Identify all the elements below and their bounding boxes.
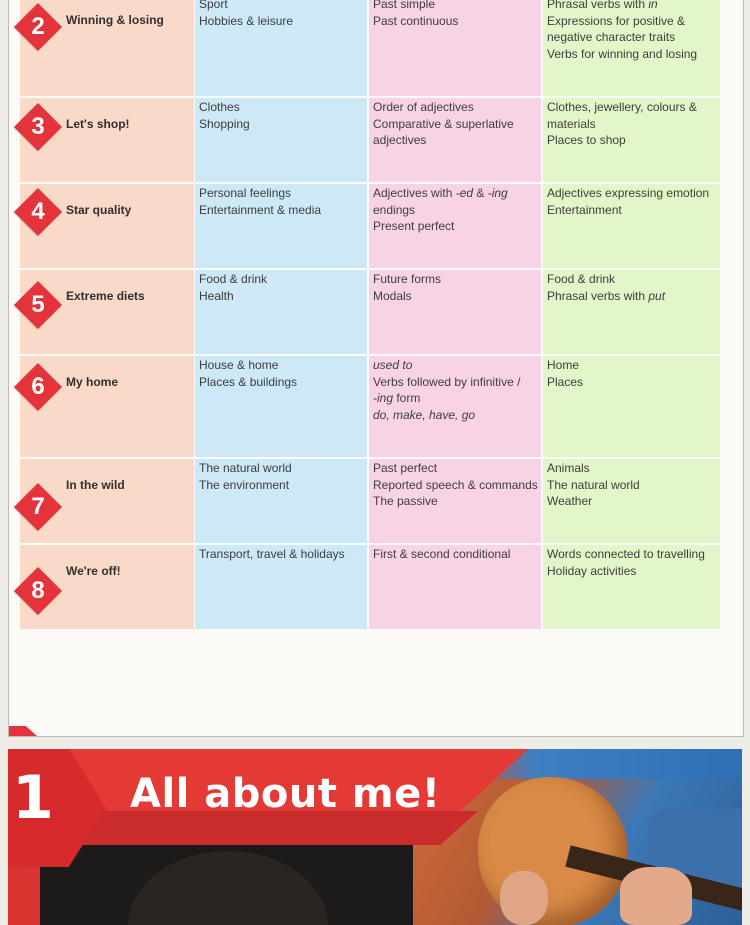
contents-row (9, 98, 743, 182)
unit-number-badge (15, 568, 61, 614)
topic-item: Places & buildings (199, 374, 298, 389)
cell-text: adjectives (373, 133, 427, 148)
cell-text: Verbs followed by infinitive / (373, 374, 521, 389)
cell-line (547, 288, 719, 305)
topics-cell (199, 460, 364, 493)
grammar-cell (373, 271, 539, 304)
unit-title: My home (66, 375, 119, 389)
photo-hand (620, 867, 692, 925)
contents-row (9, 184, 743, 268)
cell-line (373, 460, 539, 477)
cell-text: Places to shop (547, 133, 626, 148)
unit-number-badge (15, 189, 61, 235)
grammar-cell (373, 185, 539, 235)
cell-text: Clothes, jewellery, colours & (547, 100, 697, 114)
vocabulary-cell (547, 271, 719, 304)
grammar-cell (373, 460, 539, 510)
cell-line (547, 460, 719, 477)
cell-line (547, 357, 719, 374)
cell-text: Future forms (373, 272, 442, 286)
topic-item: Clothes (199, 100, 240, 114)
cell-text: Comparative & superlative (373, 116, 514, 131)
cell-line (373, 477, 539, 494)
cell-line (373, 374, 539, 391)
topic-item: House & home (199, 358, 279, 372)
cell-line (547, 477, 719, 494)
cell-text: Places (547, 374, 584, 389)
cell-text: Home (547, 358, 580, 372)
cell-text: Animals (547, 461, 590, 475)
grammar-cell (373, 357, 539, 423)
unit-number: 2 (31, 13, 45, 40)
unit-title: All about me! (130, 771, 441, 817)
topic-item: Health (199, 288, 234, 303)
unit-number-badge (15, 104, 61, 150)
topic-item: Sport (199, 0, 228, 11)
cell-text: Past perfect (373, 461, 438, 475)
unit-title: Winning & losing (66, 13, 164, 27)
contents-row (9, 459, 743, 543)
cell-line (373, 116, 539, 133)
topics-cell (199, 271, 364, 304)
contents-row (9, 545, 743, 629)
topic-item: Entertainment & media (199, 202, 322, 217)
cell-line (373, 185, 539, 202)
cell-text: Phrasal verbs with (547, 0, 649, 11)
cell-line (547, 116, 719, 133)
cell-line (373, 218, 539, 235)
vocabulary-cell (547, 460, 719, 510)
cell-text: Present perfect (373, 219, 455, 234)
cell-text: Entertainment (547, 202, 622, 217)
topics-cell (199, 99, 364, 132)
cell-text: Modals (373, 288, 412, 303)
unit-number: 3 (31, 113, 45, 140)
unit-title: Star quality (66, 203, 132, 217)
grammar-cell (373, 546, 539, 563)
cell-text: The natural world (547, 477, 640, 492)
cell-text: Holiday activities (547, 563, 637, 578)
cell-line (547, 563, 719, 580)
cell-text: Order of adjectives (373, 100, 474, 114)
unit-title: Extreme diets (66, 289, 145, 303)
unit-title: In the wild (66, 478, 125, 492)
cell-text: Words connected to travelling (547, 547, 705, 561)
cell-text: Reported speech & commands (373, 477, 538, 492)
unit-number: 6 (31, 373, 45, 400)
cell-line (373, 202, 539, 219)
cell-line (373, 407, 539, 424)
contents-row (9, 0, 743, 96)
cell-line (547, 46, 719, 63)
cell-line (547, 271, 719, 288)
topics-cell (199, 0, 364, 29)
cell-line (547, 374, 719, 391)
cell-line (547, 99, 719, 116)
cell-line (373, 390, 539, 407)
topic-item: The natural world (199, 461, 292, 475)
topics-cell (199, 357, 364, 390)
vocabulary-cell (547, 185, 719, 218)
cell-line (373, 493, 539, 510)
cell-line (547, 29, 719, 46)
cell-line (547, 0, 719, 13)
vocabulary-cell (547, 357, 719, 390)
topic-item: Food & drink (199, 272, 268, 286)
unit-title: Let's shop! (66, 117, 130, 131)
cell-text: Past simple (373, 0, 436, 11)
cell-text: Food & drink (547, 272, 616, 286)
topics-cell (199, 546, 364, 563)
cell-text: Verbs for winning and losing (547, 46, 698, 61)
italic-text: -ing (487, 186, 508, 200)
italic-text: put (648, 288, 666, 303)
cell-text: Weather (547, 494, 593, 509)
cell-line (373, 271, 539, 288)
vocabulary-cell (547, 546, 719, 579)
unit-number: 1 (12, 763, 54, 833)
cell-text: negative character traits (547, 30, 676, 45)
topic-item: Shopping (199, 116, 250, 131)
cell-text: & (473, 186, 488, 200)
contents-row (9, 270, 743, 354)
italic-text: do, make, have, go (373, 407, 476, 422)
cell-line (547, 493, 719, 510)
cell-text: Expressions for positive & (547, 13, 686, 28)
cell-line (547, 546, 719, 563)
cell-line (373, 546, 539, 563)
italic-text: used to (373, 358, 413, 372)
unit-number-badge (15, 364, 61, 410)
cell-line (373, 99, 539, 116)
unit-opener-page (8, 749, 742, 925)
topic-item: Personal feelings (199, 186, 292, 200)
topics-cell (199, 185, 364, 218)
cell-text: Adjectives with (373, 186, 456, 200)
cell-text: Past continuous (373, 13, 459, 28)
cell-line (373, 357, 539, 374)
unit-number: 5 (31, 291, 45, 318)
topic-item: Transport, travel & holidays (199, 547, 345, 561)
italic-text: -ed (455, 186, 474, 200)
contents-row (9, 356, 743, 457)
italic-text: -ing (373, 391, 394, 406)
page-corner-flag (9, 726, 37, 736)
unit-number-badge (15, 484, 61, 530)
cell-text: endings (373, 202, 416, 217)
italic-text: in (648, 0, 658, 11)
cell-line (373, 0, 539, 13)
cell-text: Phrasal verbs with (547, 288, 649, 303)
unit-number-badge (15, 4, 61, 50)
cell-line (547, 132, 719, 149)
cell-line (373, 132, 539, 149)
cell-line (373, 13, 539, 30)
topic-item: The environment (199, 477, 290, 492)
grammar-cell (373, 0, 539, 29)
unit-number: 7 (31, 493, 45, 520)
unit-number-badge (15, 282, 61, 328)
unit-title: We're off! (66, 564, 121, 578)
cell-line (373, 288, 539, 305)
cell-text: form (393, 391, 421, 406)
cell-text: Adjectives expressing emotion (547, 186, 710, 200)
cell-text: First & second conditional (373, 547, 511, 561)
photo-hand-strumming (500, 871, 548, 925)
vocabulary-cell (547, 0, 719, 62)
unit-number: 8 (31, 577, 45, 604)
cell-line (547, 202, 719, 219)
contents-page (8, 0, 744, 737)
topic-item: Hobbies & leisure (199, 13, 294, 28)
vocabulary-cell (547, 99, 719, 149)
cell-line (547, 13, 719, 30)
grammar-cell (373, 99, 539, 149)
cell-text: materials (547, 116, 596, 131)
cell-line (547, 185, 719, 202)
cell-text: The passive (373, 494, 438, 509)
unit-number: 4 (31, 198, 45, 225)
